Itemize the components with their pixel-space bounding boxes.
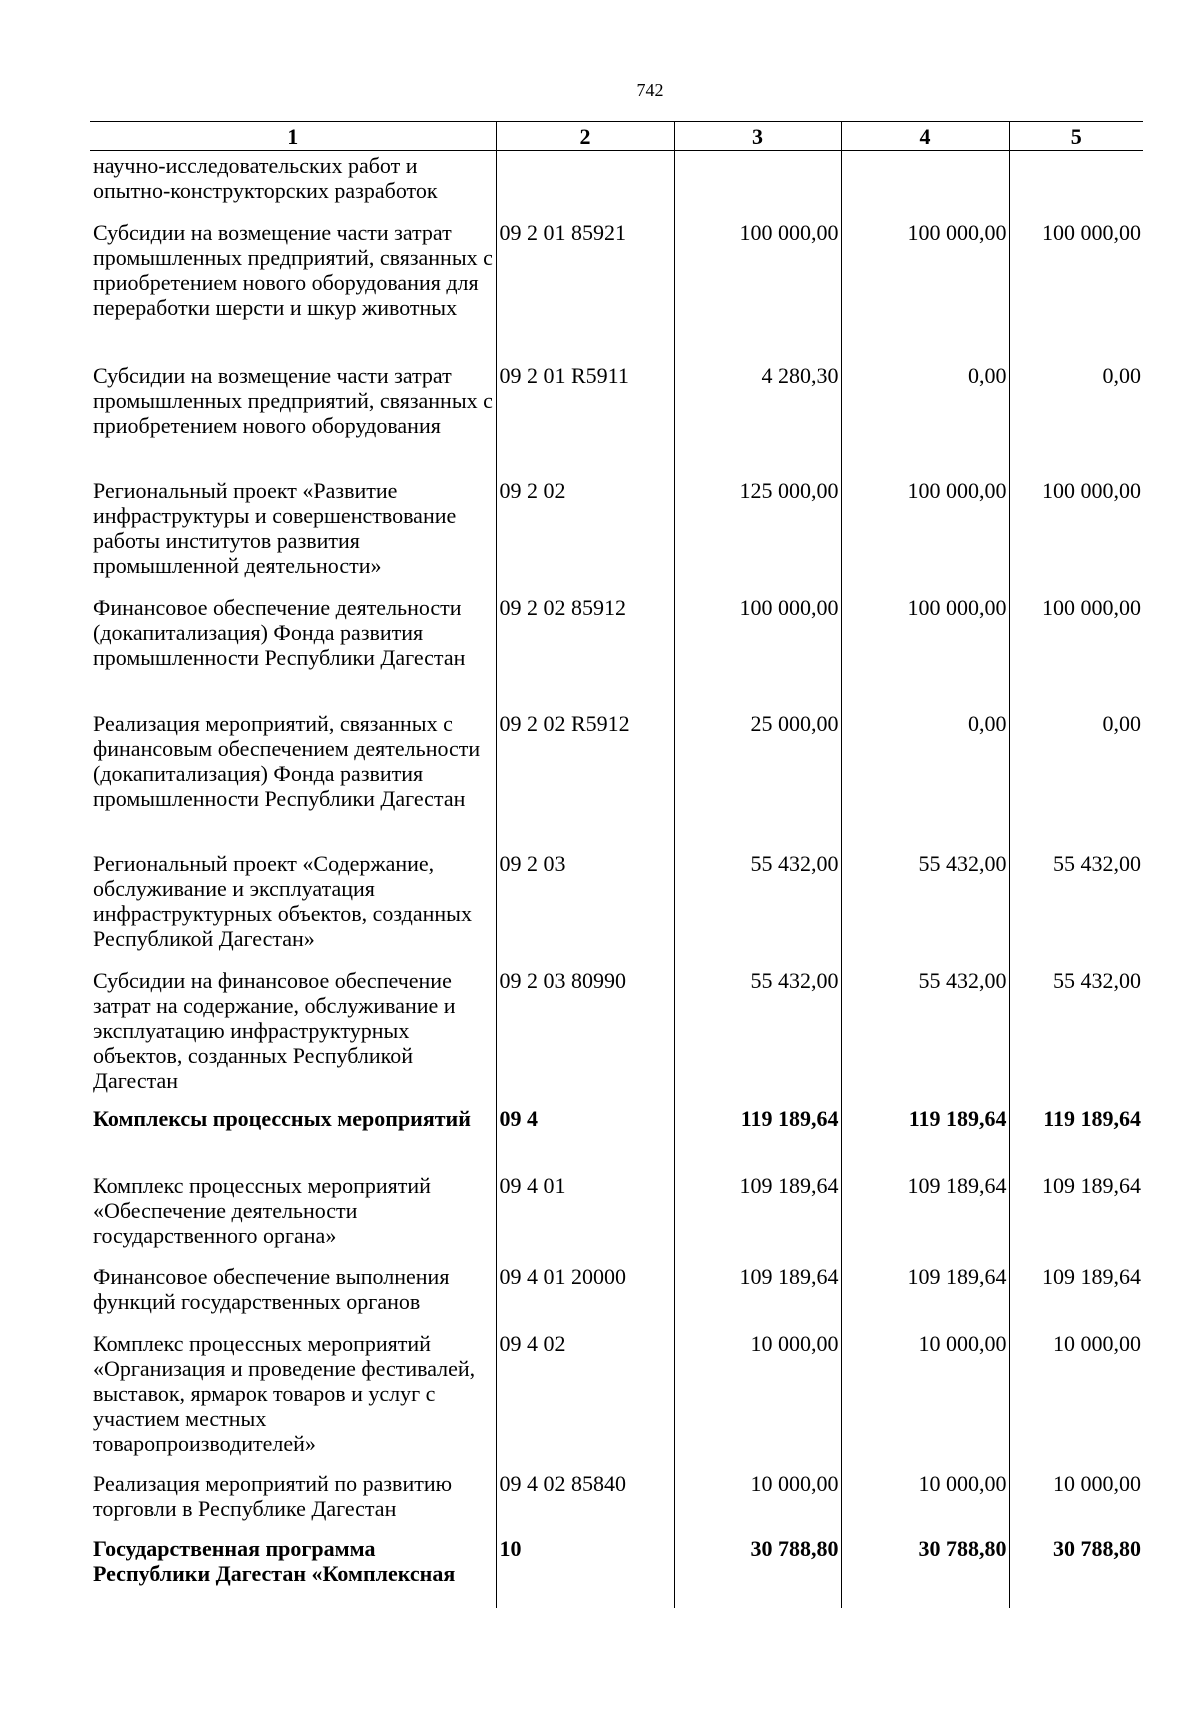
- table-row: [90, 1329, 1143, 1469]
- row-value-3: 100 000,00: [674, 593, 841, 709]
- row-value-4: 10 000,00: [841, 1329, 1009, 1469]
- row-value-3: 125 000,00: [674, 476, 841, 593]
- row-name: Субсидии на возмещение части затрат промышленных предприятий, связанных с приобретением нового оборудования: [93, 362, 493, 438]
- column-header-5: 5: [1009, 122, 1143, 151]
- row-code: [496, 151, 674, 218]
- row-name: Субсидии на финансовое обеспечение затрат на содержание, обслуживание и эксплуатацию инфраструктурных объектов, созданных Республикой Дагестан: [93, 967, 456, 1093]
- row-value-5: 55 432,00: [1009, 849, 1143, 966]
- column-header-1: 1: [90, 122, 496, 151]
- row-value-3: [674, 151, 841, 218]
- row-value-3: 4 280,30: [674, 361, 841, 476]
- row-value-4: 10 000,00: [841, 1469, 1009, 1534]
- row-name: Комплекс процессных мероприятий «Организация и проведение фестивалей, выставок, ярмарок товаров и услуг с участием местных товаропроизводителей»: [93, 1330, 476, 1456]
- row-value-4: 100 000,00: [841, 476, 1009, 593]
- row-value-5: 119 189,64: [1009, 1104, 1143, 1171]
- row-name: научно-исследовательских работ и опытно-конструкторских разработок: [93, 153, 438, 203]
- row-name: Реализация мероприятий по развитию торговли в Республике Дагестан: [93, 1470, 453, 1521]
- table-row: [90, 1262, 1143, 1329]
- table-row: [90, 361, 1143, 476]
- page-number: 742: [636, 80, 664, 100]
- row-value-5: 100 000,00: [1009, 218, 1143, 361]
- row-value-4: 0,00: [841, 361, 1009, 476]
- row-value-5: 0,00: [1009, 361, 1143, 476]
- row-code: 09 4: [496, 1104, 674, 1171]
- row-value-3: 10 000,00: [674, 1469, 841, 1534]
- row-name: Финансовое обеспечение выполнения функций государственных органов: [93, 1263, 450, 1314]
- table-row: [90, 709, 1143, 849]
- row-code: 09 4 02: [496, 1329, 674, 1469]
- row-value-5: 55 432,00: [1009, 966, 1143, 1104]
- row-value-4: 109 189,64: [841, 1171, 1009, 1262]
- row-value-4: 109 189,64: [841, 1262, 1009, 1329]
- row-code: 09 2 02: [496, 476, 674, 593]
- table-row: [90, 966, 1143, 1104]
- table-row: [90, 1104, 1143, 1171]
- header-row: [90, 122, 1143, 151]
- row-code: 09 2 03 80990: [496, 966, 674, 1104]
- row-value-3: 119 189,64: [674, 1104, 841, 1171]
- row-code: 09 2 01 85921: [496, 218, 674, 361]
- row-name: Комплекс процессных мероприятий «Обеспечение деятельности государственного органа»: [93, 1172, 431, 1248]
- row-value-3: 25 000,00: [674, 709, 841, 849]
- table-row: [90, 1171, 1143, 1262]
- column-header-2: 2: [496, 122, 674, 151]
- row-value-4: [841, 151, 1009, 218]
- row-code: 09 2 02 85912: [496, 593, 674, 709]
- row-value-3: 100 000,00: [674, 218, 841, 361]
- row-code: 09 4 02 85840: [496, 1469, 674, 1534]
- row-value-4: 119 189,64: [841, 1104, 1009, 1171]
- row-value-4: 100 000,00: [841, 218, 1009, 361]
- row-value-4: 30 788,80: [841, 1534, 1009, 1608]
- row-value-4: 0,00: [841, 709, 1009, 849]
- row-name: Региональный проект «Содержание, обслуживание и эксплуатация инфраструктурных объектов, созданных Республикой Дагестан»: [93, 850, 472, 951]
- row-value-3: 55 432,00: [674, 849, 841, 966]
- column-header-3: 3: [674, 122, 841, 151]
- table-row: [90, 218, 1143, 361]
- row-value-5: [1009, 151, 1143, 218]
- row-value-5: 109 189,64: [1009, 1171, 1143, 1262]
- row-name: Комплексы процессных мероприятий: [93, 1105, 471, 1131]
- row-value-5: 10 000,00: [1009, 1469, 1143, 1534]
- row-value-5: 30 788,80: [1009, 1534, 1143, 1608]
- column-header-4: 4: [841, 122, 1009, 151]
- table-row: [90, 151, 1143, 218]
- row-value-5: 100 000,00: [1009, 476, 1143, 593]
- table-row: [90, 593, 1143, 709]
- table-row: [90, 1534, 1143, 1608]
- row-name: Государственная программа Республики Дагестан «Комплексная: [93, 1535, 456, 1586]
- row-value-3: 10 000,00: [674, 1329, 841, 1469]
- row-code: 10: [496, 1534, 674, 1608]
- row-code: 09 4 01: [496, 1171, 674, 1262]
- row-value-5: 100 000,00: [1009, 593, 1143, 709]
- table-row: [90, 849, 1143, 966]
- row-value-3: 109 189,64: [674, 1262, 841, 1329]
- budget-table-sheet: [90, 121, 1143, 1608]
- budget-table: [90, 121, 1143, 1608]
- row-value-5: 10 000,00: [1009, 1329, 1143, 1469]
- row-value-3: 55 432,00: [674, 966, 841, 1104]
- row-name: Региональный проект «Развитие инфраструктуры и совершенствование работы институтов развития промышленной деятельности»: [93, 477, 457, 578]
- row-name: Субсидии на возмещение части затрат промышленных предприятий, связанных с приобретением нового оборудования для переработки шерсти и шкур животных: [93, 219, 493, 320]
- row-value-5: 0,00: [1009, 709, 1143, 849]
- row-code: 09 2 02 R5912: [496, 709, 674, 849]
- row-name: Финансовое обеспечение деятельности (докапитализация) Фонда развития промышленности Республики Дагестан: [93, 594, 466, 670]
- row-value-3: 109 189,64: [674, 1171, 841, 1262]
- row-value-4: 55 432,00: [841, 966, 1009, 1104]
- row-value-4: 55 432,00: [841, 849, 1009, 966]
- row-value-5: 109 189,64: [1009, 1262, 1143, 1329]
- row-value-3: 30 788,80: [674, 1534, 841, 1608]
- table-row: [90, 476, 1143, 593]
- row-name: Реализация мероприятий, связанных с финансовым обеспечением деятельности (докапитализация) Фонда развития промышленности Республики Дагестан: [93, 710, 481, 811]
- row-code: 09 2 01 R5911: [496, 361, 674, 476]
- row-value-4: 100 000,00: [841, 593, 1009, 709]
- row-code: 09 2 03: [496, 849, 674, 966]
- row-code: 09 4 01 20000: [496, 1262, 674, 1329]
- table-row: [90, 1469, 1143, 1534]
